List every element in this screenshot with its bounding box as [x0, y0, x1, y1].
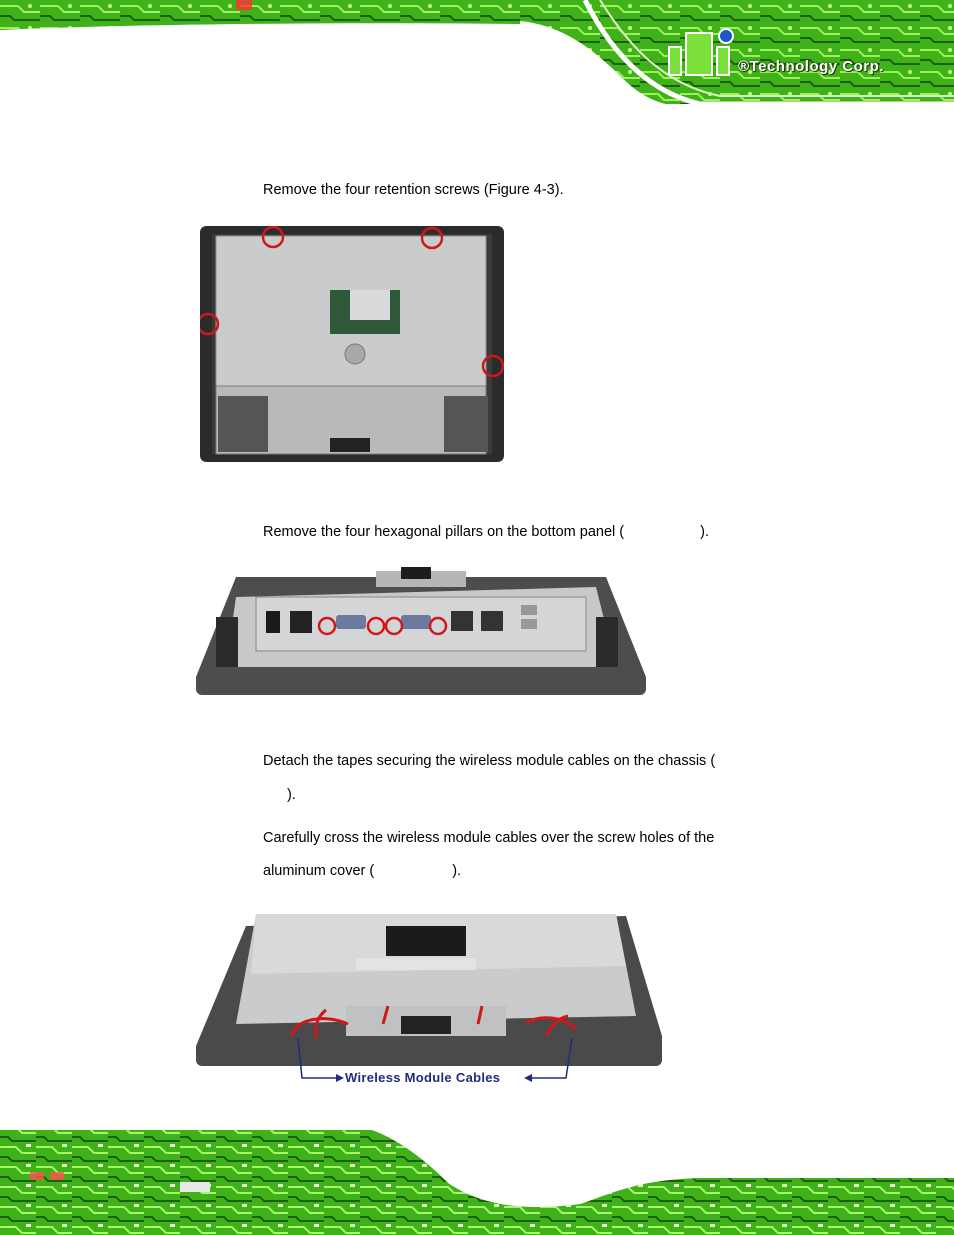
footer-circuit-banner [0, 1122, 954, 1235]
step-4-text-line-2: aluminum cover ( ). [263, 863, 462, 879]
company-logo [664, 24, 934, 84]
step-4-text-line-1: Carefully cross the wireless module cables over the screw holes of the [263, 830, 715, 846]
logo-text: ®Technology Corp. [738, 58, 884, 75]
step-3-text-line-1: Detach the tapes securing the wireless module cables on the chassis ( [263, 753, 716, 769]
figure-retention-screws-photo [200, 226, 504, 462]
figure-hexagonal-pillars-photo [196, 557, 646, 695]
step-2-text: Remove the four hexagonal pillars on the bottom panel ( ). [263, 524, 709, 540]
step-3-text-line-2: ). [287, 787, 296, 803]
step-1-text: Remove the four retention screws (Figure 4-3). [263, 182, 564, 198]
logo-dot-icon [718, 28, 734, 44]
wireless-module-cables-label: Wireless Module Cables [345, 1070, 501, 1085]
